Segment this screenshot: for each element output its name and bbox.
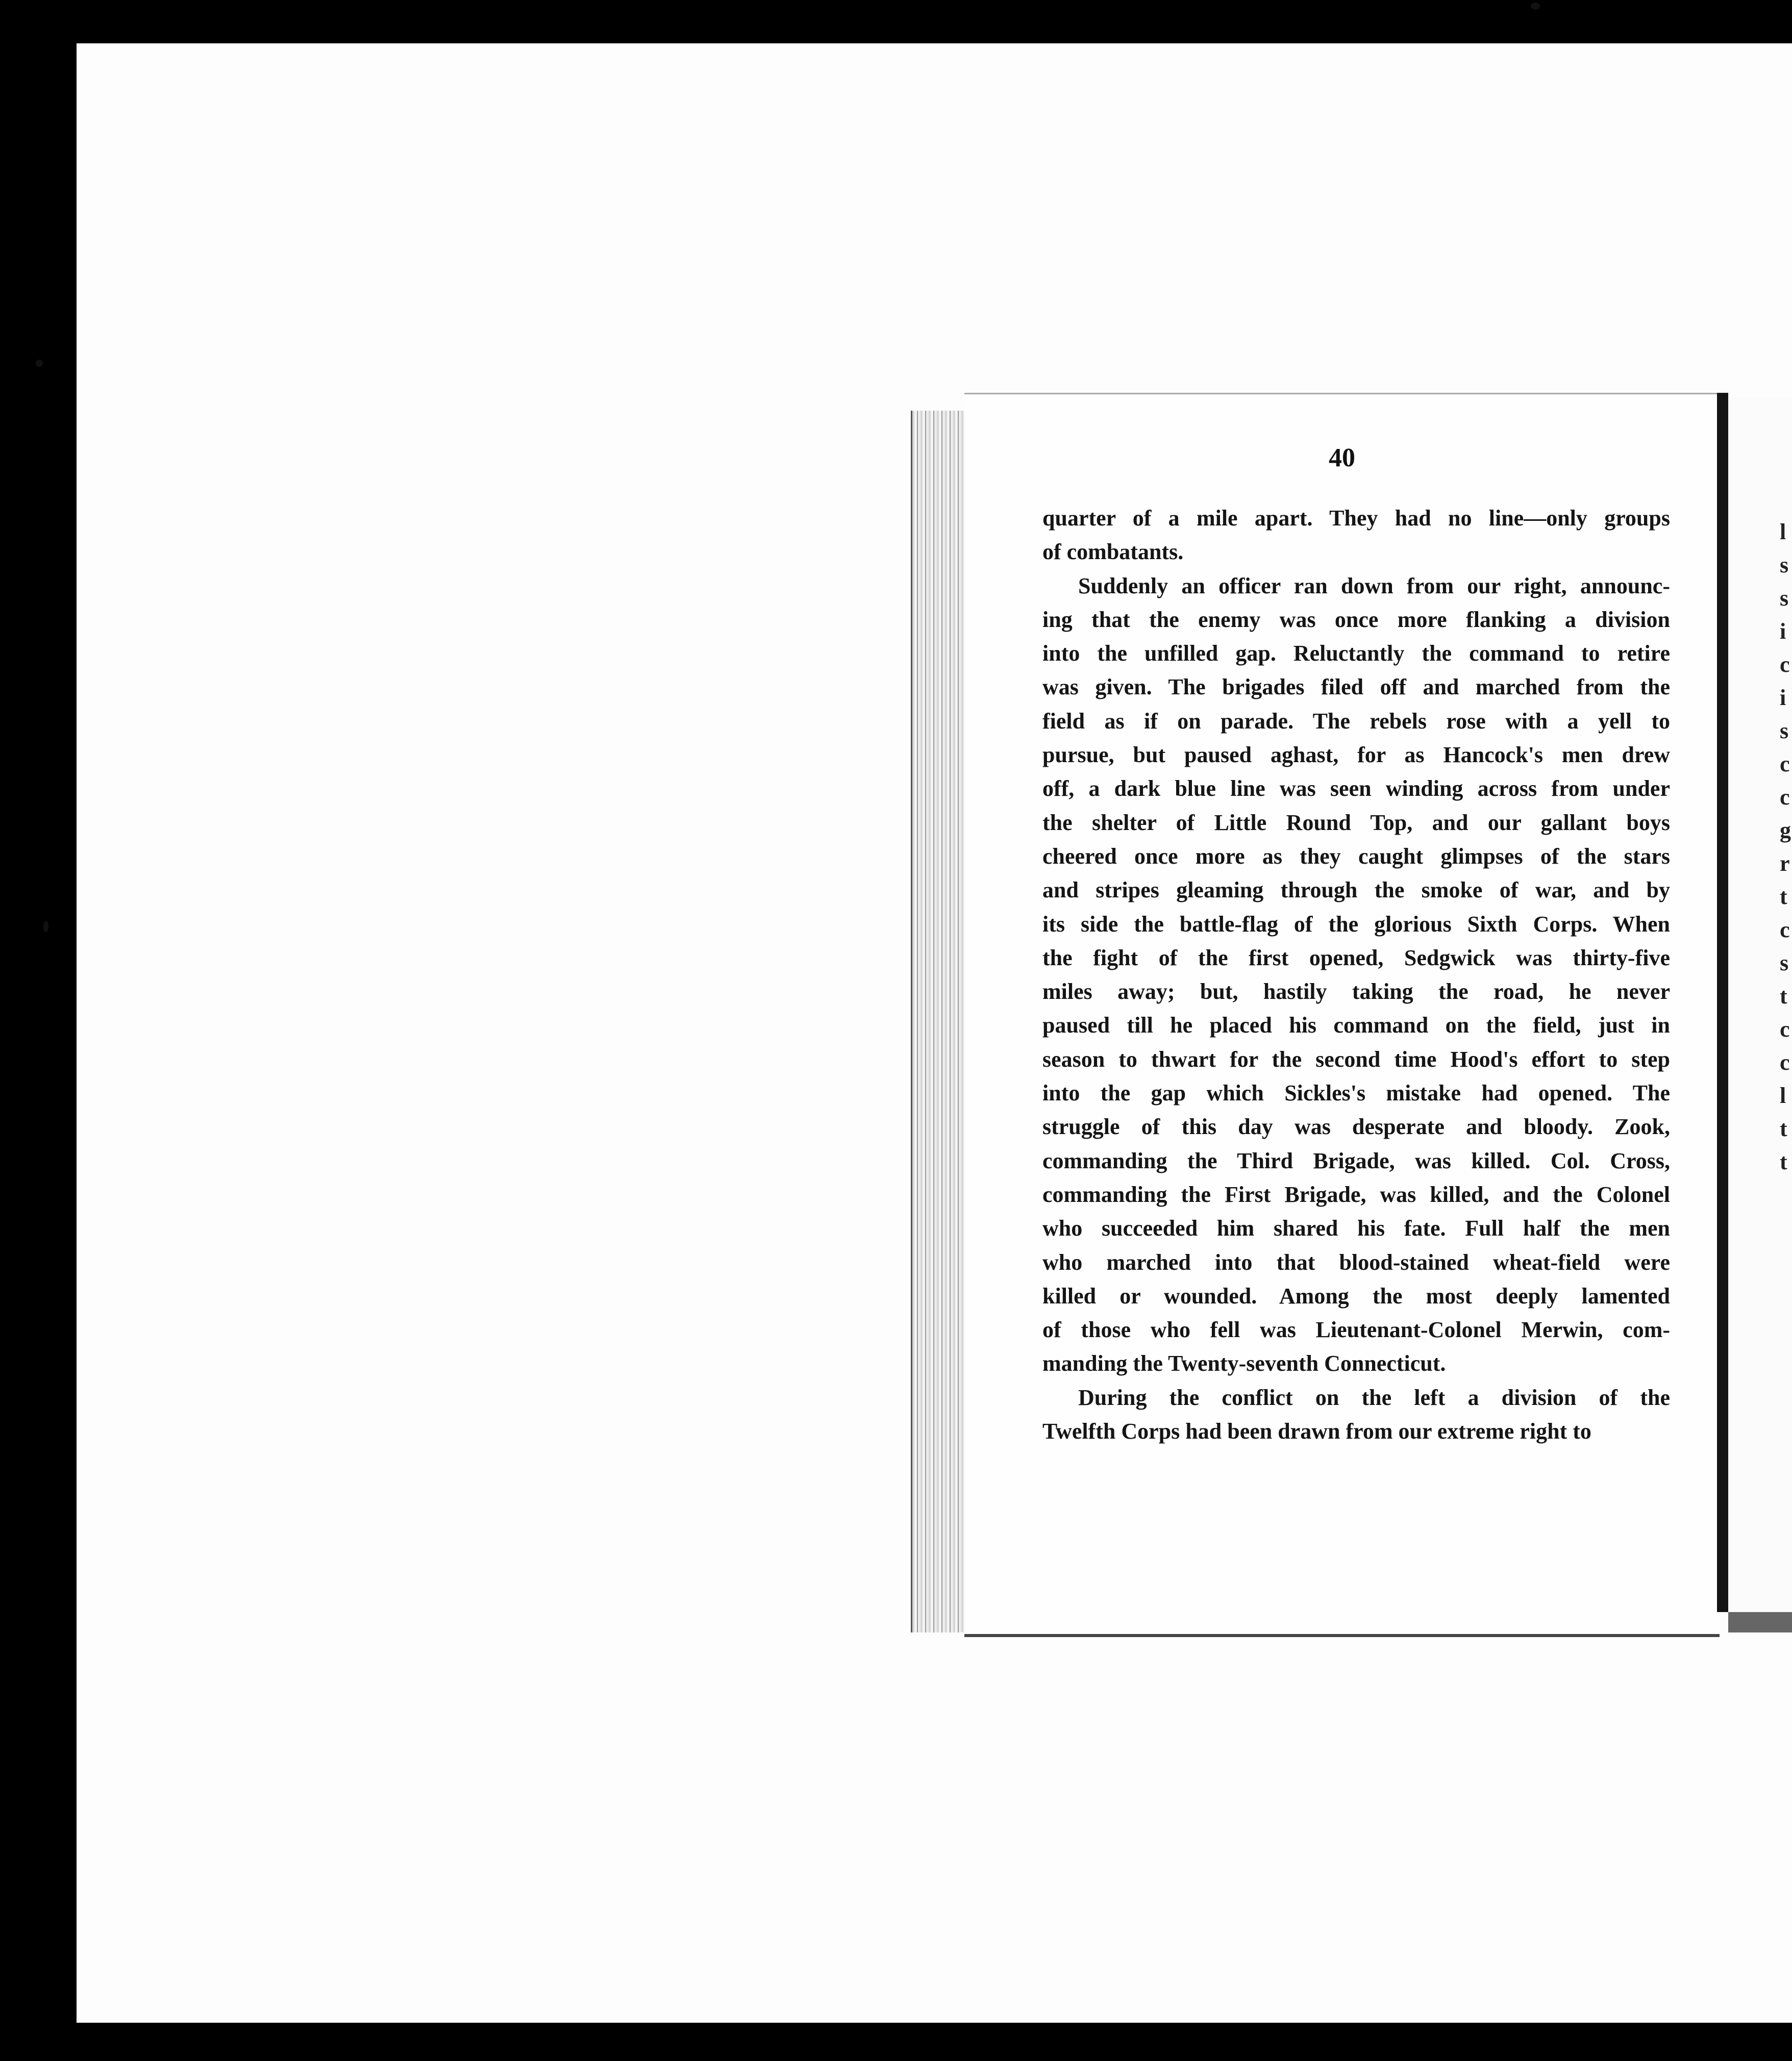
- text-line: Suddenly an officer ran down from our right, announc-: [1078, 573, 1670, 598]
- facing-page-letter: c: [1780, 917, 1790, 942]
- text-line: quarter of a mile apart. They had no line—only groups: [1042, 506, 1670, 531]
- facing-page-letter: g: [1780, 818, 1791, 843]
- text-line: ing that the enemy was once more flanking a division: [1042, 607, 1670, 632]
- page-number: 40: [1329, 443, 1355, 472]
- text-line: field as if on parade. The rebels rose with a yell to: [1042, 708, 1670, 734]
- text-line: into the unfilled gap. Reluctantly the command to retire: [1042, 641, 1670, 666]
- facing-page-bottom-edge: [1728, 1612, 1792, 1632]
- facing-page-letter: s: [1780, 586, 1789, 611]
- text-line: pursue, but paused aghast, for as Hancock's men drew: [1042, 742, 1670, 768]
- text-line: miles away; but, hastily taking the road, he never: [1042, 979, 1670, 1004]
- text-line: season to thwart for the second time Hood's effort to step: [1042, 1046, 1670, 1072]
- facing-page-letter: t: [1780, 884, 1787, 909]
- text-line: who succeeded him shared his fate. Full half the men: [1042, 1216, 1670, 1241]
- text-line: and stripes gleaming through the smoke of war, and by: [1042, 877, 1670, 903]
- facing-page-letter: s: [1780, 950, 1789, 975]
- book-page: [964, 393, 1720, 1637]
- facing-page-letter: c: [1780, 1050, 1790, 1075]
- facing-page-letter: c: [1780, 652, 1790, 677]
- text-line: who marched into that blood-stained wheat-field were: [1042, 1249, 1670, 1275]
- text-line: commanding the First Brigade, was killed, and the Colonel: [1042, 1182, 1670, 1207]
- facing-page-text-fragments: [1780, 515, 1792, 1178]
- facing-page-letter: r: [1780, 851, 1790, 876]
- text-line: its side the battle-flag of the glorious Sixth Corps. When: [1042, 911, 1670, 937]
- facing-page-letter: t: [1780, 1149, 1787, 1174]
- facing-page-letter: l: [1780, 519, 1786, 544]
- facing-page-letter: t: [1780, 984, 1787, 1009]
- text-line: was given. The brigades filed off and marched from the: [1042, 674, 1670, 700]
- text-line: off, a dark blue line was seen winding across from under: [1042, 776, 1670, 801]
- text-line: cheered once more as they caught glimpses of the stars: [1042, 843, 1670, 869]
- facing-page-letter: l: [1780, 1083, 1786, 1108]
- text-line: the fight of the first opened, Sedgwick was thirty-five: [1042, 945, 1670, 970]
- text-line: into the gap which Sickles's mistake had opened. The: [1042, 1080, 1670, 1106]
- film-speck: [1531, 3, 1540, 10]
- text-line: During the conflict on the left a division of the: [1078, 1385, 1670, 1410]
- text-line: killed or wounded. Among the most deeply lamented: [1042, 1283, 1670, 1309]
- film-speck: [36, 360, 43, 367]
- facing-page-letter: c: [1780, 785, 1790, 810]
- page-body-text: [1042, 501, 1670, 1448]
- text-line: the shelter of Little Round Top, and our gallant boys: [1042, 810, 1670, 835]
- text-line: of those who fell was Lieutenant-Colonel Merwin, com-: [1042, 1317, 1670, 1343]
- book-page-edges: [911, 411, 968, 1632]
- book-gutter: [1717, 393, 1728, 1612]
- text-line: manding the Twenty-seventh Connecticut.: [1042, 1351, 1446, 1376]
- facing-page-letter: i: [1780, 619, 1786, 644]
- facing-page-letter: c: [1780, 751, 1790, 776]
- film-speck: [43, 921, 48, 932]
- text-line: of combatants.: [1042, 539, 1184, 565]
- facing-page-letter: s: [1780, 552, 1789, 577]
- facing-page-letter: i: [1780, 685, 1786, 710]
- text-line: struggle of this day was desperate and bloody. Zook,: [1042, 1114, 1670, 1140]
- text-line: commanding the Third Brigade, was killed. Col. Cross,: [1042, 1148, 1670, 1173]
- facing-page-letter: c: [1780, 1017, 1790, 1042]
- text-line: paused till he placed his command on the field, just in: [1042, 1013, 1670, 1038]
- text-line: Twelfth Corps had been drawn from our extreme right to: [1042, 1419, 1591, 1444]
- facing-page-letter: s: [1780, 718, 1789, 743]
- facing-page-letter: t: [1780, 1116, 1787, 1141]
